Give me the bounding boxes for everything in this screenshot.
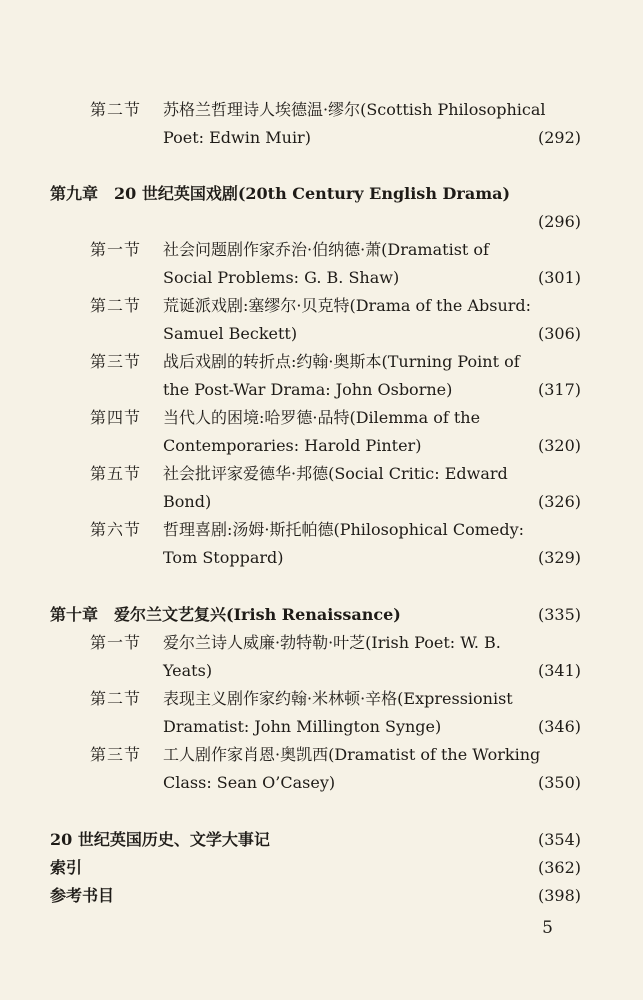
page-number: (362) — [537, 858, 581, 877]
page-number: (296) — [537, 212, 581, 231]
page-number: (306) — [537, 324, 581, 343]
entry-title-line2: Contemporaries: Harold Pinter) — [163, 436, 422, 455]
page-number: (341) — [537, 661, 581, 680]
chapter-title: 第十章 爱尔兰文艺复兴(Irish Renaissance) — [50, 605, 401, 624]
section-label: 第二节 — [90, 296, 142, 315]
section-label: 第五节 — [90, 464, 142, 483]
page-number: (326) — [537, 492, 581, 511]
entry-title-line2: Poet: Edwin Muir) — [163, 128, 311, 147]
section-label: 第三节 — [90, 352, 142, 371]
entry-title-line1: 荒诞派戏剧:塞缪尔·贝克特(Drama of the Absurd: — [163, 296, 532, 315]
entry-title-line2: the Post-War Drama: John Osborne) — [163, 380, 453, 399]
entry-title-line1: 表现主义剧作家约翰·米林顿·辛格(Expressionist — [163, 689, 513, 708]
entry-title-line2: Yeats) — [163, 661, 213, 680]
page-number: (398) — [537, 886, 581, 905]
leader-dots — [525, 183, 575, 205]
entry-title-line1: 社会批评家爱德华·邦德(Social Critic: Edward — [163, 464, 508, 483]
leader-dots — [122, 885, 525, 907]
leader-dots — [300, 323, 525, 345]
page-number: (329) — [537, 548, 581, 567]
chapter-title: 索引 — [50, 858, 83, 877]
chapter-title: 20 世纪英国历史、文学大事记 — [50, 830, 270, 849]
entry-title-line1: 爱尔兰诗人威廉·勃特勒·叶芝(Irish Poet: W. B. — [163, 633, 501, 652]
section-label: 第一节 — [90, 240, 142, 259]
entry-title-line2: Class: Sean O’Casey) — [163, 773, 336, 792]
page-number: (317) — [537, 380, 581, 399]
leader-dots — [345, 772, 525, 794]
leader-dots — [290, 547, 525, 569]
entry-title-line2: Tom Stoppard) — [163, 548, 284, 567]
section-label: 第四节 — [90, 408, 142, 427]
chapter-title: 第九章 20 世纪英国戏剧(20th Century English Drama) — [50, 184, 511, 203]
leader-dots — [470, 379, 525, 401]
section-label: 第三节 — [90, 745, 142, 764]
entry-title-line1: 苏格兰哲理诗人埃德温·缪尔(Scottish Philosophical — [163, 100, 546, 119]
leader-dots — [438, 604, 525, 626]
entry-title-line1: 社会问题剧作家乔治·伯纳德·萧(Dramatist of — [163, 240, 489, 259]
section-label: 第二节 — [90, 689, 142, 708]
page-number: (292) — [537, 128, 581, 147]
entry-title-line2: Social Problems: G. B. Shaw) — [163, 268, 400, 287]
section-label: 第二节 — [90, 100, 142, 119]
leader-dots — [335, 127, 525, 149]
page-number: (301) — [537, 268, 581, 287]
entry-title-line2: Bond) — [163, 492, 212, 511]
chapter-title: 参考书目 — [50, 886, 115, 905]
leader-dots — [92, 857, 525, 879]
page-number: (335) — [537, 605, 581, 624]
page-folio: 5 — [542, 918, 553, 938]
entry-title-line1: 哲理喜剧:汤姆·斯托帕德(Philosophical Comedy: — [163, 520, 525, 539]
leader-dots — [430, 267, 525, 289]
entry-title-line1: 战后戏剧的转折点:约翰·奥斯本(Turning Point of — [163, 352, 520, 371]
entry-title-line2: Samuel Beckett) — [163, 324, 298, 343]
page-number: (350) — [537, 773, 581, 792]
section-label: 第六节 — [90, 520, 142, 539]
entry-title-line1: 工人剧作家肖恩·奥凯西(Dramatist of the Working — [163, 745, 541, 764]
leader-dots — [470, 716, 525, 738]
page-number: (346) — [537, 717, 581, 736]
page-number: (354) — [537, 830, 581, 849]
leader-dots — [220, 491, 525, 513]
leader-dots — [440, 435, 525, 457]
page-number: (320) — [537, 436, 581, 455]
section-label: 第一节 — [90, 633, 142, 652]
leader-dots — [222, 660, 525, 682]
entry-title-line2: Dramatist: John Millington Synge) — [163, 717, 442, 736]
leader-dots — [300, 829, 525, 851]
entry-title-line1: 当代人的困境:哈罗德·品特(Dilemma of the — [163, 408, 481, 427]
leader-dots — [90, 211, 525, 233]
